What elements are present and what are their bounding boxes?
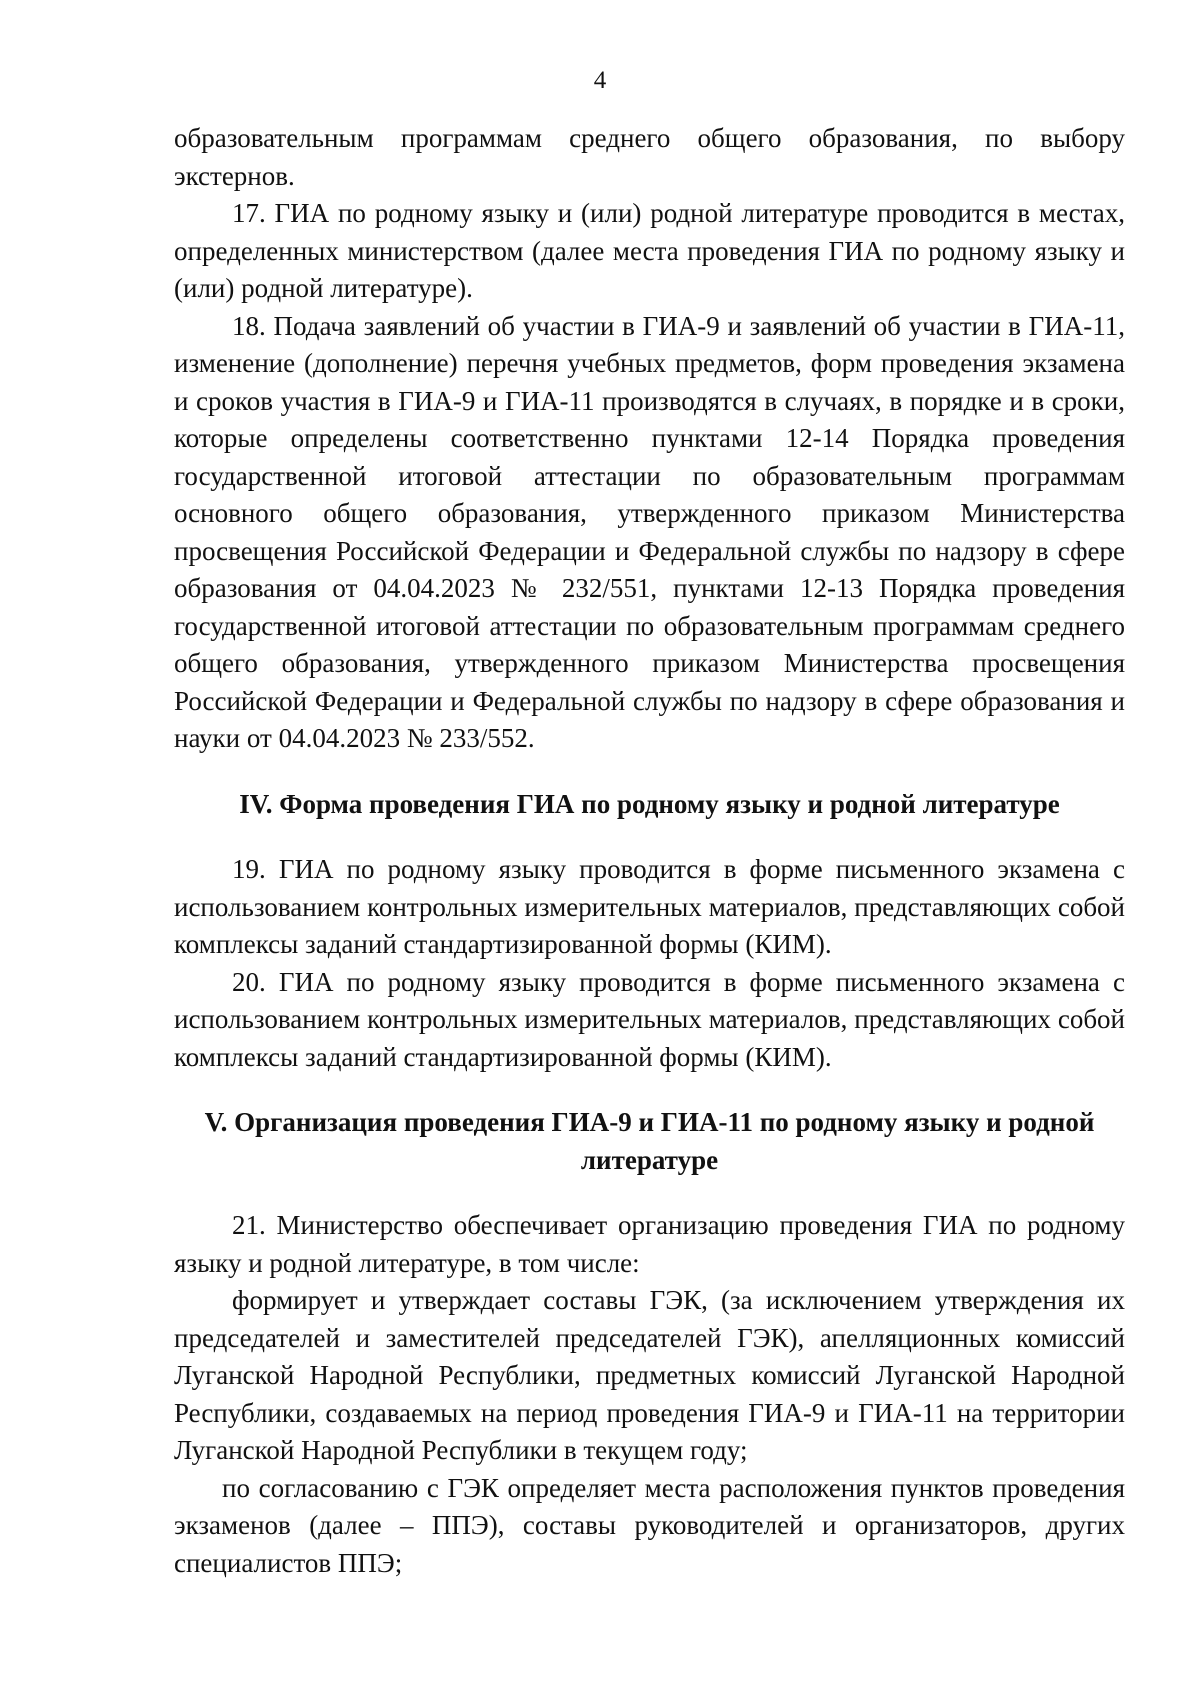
section-heading-iv: IV. Форма проведения ГИА по родному языку и родной литературе <box>239 788 1060 819</box>
paragraph-18: 18. Подача заявлений об участии в ГИА-9 и заявлений об участии в ГИА-11, изменение (дополнение) перечня учебных предметов, форм проведения экзамена и сроков участия в ГИА-9 и ГИА-11 производятся в случаях, в порядке и в сроки, которые определены соответственно пунктами 12-14 Порядка проведения государственной итоговой аттестации по образовательным программам основного общего образования, утвержденного приказом Министерства просвещения Российской Федерации и Федеральной службы по надзору в сфере образования от 04.04.2023 № 232/551, пунктами 12-13 Порядка проведения государственной итоговой аттестации по образовательным программам среднего общего образования, утвержденного приказом Министерства просвещения Российской Федерации и Федеральной службы по надзору в сфере образования и науки от 04.04.2023 № 233/552. <box>174 310 1125 753</box>
paragraph-21: 21. Министерство обеспечивает организацию проведения ГИА по родному языку и родной литературе, в том числе: <box>174 1210 1125 1278</box>
section-heading-v: V. Организация проведения ГИА-9 и ГИА-11 по родному языку и родной литературе <box>204 1107 1095 1175</box>
paragraph-20: 20. ГИА по родному языку проводится в форме письменного экзамена с использованием контрольных измерительных материалов, представляющих собой комплексы заданий стандартизированной формы (КИМ). <box>174 966 1125 1072</box>
paragraph-21-item-2: по согласованию с ГЭК определяет места расположения пунктов проведения экзаменов (далее – ППЭ), составы руководителей и организаторов, других специалистов ППЭ; <box>174 1472 1125 1578</box>
paragraph-17: 17. ГИА по родному языку и (или) родной литературе проводится в местах, определенных министерством (далее места проведения ГИА по родному языку и (или) родной литературе). <box>174 198 1125 303</box>
paragraph-19: 19. ГИА по родному языку проводится в форме письменного экзамена с использованием контрольных измерительных материалов, представляющих собой комплексы заданий стандартизированной формы (КИМ). <box>174 854 1125 959</box>
page-number: 4 <box>593 67 607 94</box>
paragraph-continuation: образовательным программам среднего общего образования, по выбору экстернов. <box>174 123 1125 191</box>
document-body <box>174 120 1125 1582</box>
paragraph-21-item-1: формирует и утверждает составы ГЭК, (за исключением утверждения их председателей и заместителей председателей ГЭК), апелляционных комиссий Луганской Народной Республики, предметных комиссий Луганской Народной Республики, создаваемых на период проведения ГИА-9 и ГИА-11 на территории Луганской Народной Республики в текущем году; <box>174 1285 1125 1465</box>
